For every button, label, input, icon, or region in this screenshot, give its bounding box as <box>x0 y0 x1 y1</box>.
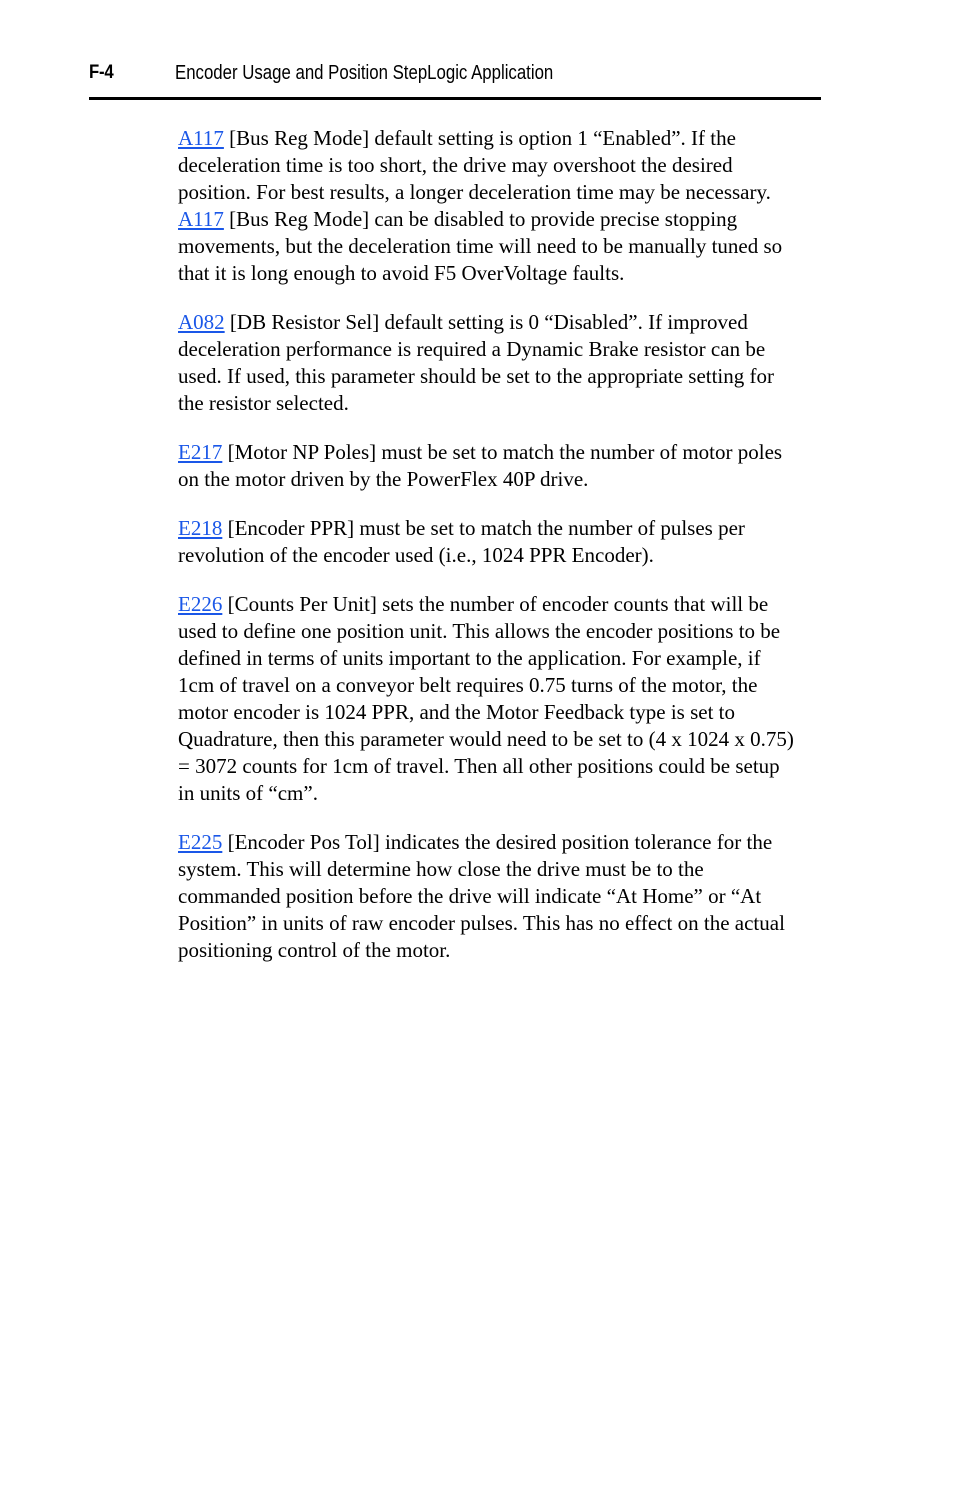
line-text: [Motor NP Poles] must be set to match the number of motor poles <box>222 440 783 464</box>
line-text: = 3072 counts for 1cm of travel. Then all other positions could be setup <box>178 754 780 778</box>
line-text: the resistor selected. <box>178 391 349 415</box>
line-text: position. For best results, a longer deceleration time may be necessary. <box>178 180 771 204</box>
parameter-paragraph <box>178 591 822 807</box>
line-text: [Bus Reg Mode] default setting is option 1 “Enabled”. If the <box>223 126 736 150</box>
text-line <box>178 699 822 726</box>
text-line <box>178 753 822 780</box>
text-line <box>178 260 822 287</box>
text-line <box>178 439 822 466</box>
text-line <box>178 515 822 542</box>
line-text: in units of “cm”. <box>178 781 318 805</box>
line-text: system. This will determine how close the drive must be to the <box>178 857 704 881</box>
line-text: used to define one position unit. This allows the encoder positions to be <box>178 619 781 643</box>
text-line <box>178 206 822 233</box>
parameter-link[interactable]: A117 <box>178 126 224 150</box>
text-line <box>178 726 822 753</box>
line-text: motor encoder is 1024 PPR, and the Motor Feedback type is set to <box>178 700 736 724</box>
line-text: that it is long enough to avoid F5 OverVoltage faults. <box>178 261 625 285</box>
line-text: 1cm of travel on a conveyor belt requires 0.75 turns of the motor, the <box>178 673 758 697</box>
parameter-paragraph <box>178 829 822 964</box>
line-text: [Counts Per Unit] sets the number of encoder counts that will be <box>222 592 769 616</box>
line-text: revolution of the encoder used (i.e., 1024 PPR Encoder). <box>178 543 654 567</box>
page-number: F-4 <box>89 62 114 83</box>
line-text: commanded position before the drive will indicate “At Home” or “At <box>178 884 762 908</box>
line-text: [Encoder Pos Tol] indicates the desired position tolerance for the <box>222 830 773 854</box>
text-line <box>178 645 822 672</box>
line-text: [Encoder PPR] must be set to match the number of pulses per <box>222 516 745 540</box>
text-line <box>178 125 822 152</box>
line-text: deceleration performance is required a Dynamic Brake resistor can be <box>178 337 766 361</box>
text-line <box>178 618 822 645</box>
text-line <box>178 466 822 493</box>
text-line <box>178 363 822 390</box>
parameter-link[interactable]: A117 <box>178 207 224 231</box>
text-line <box>178 856 822 883</box>
line-text: on the motor driven by the PowerFlex 40P drive. <box>178 467 589 491</box>
text-line <box>178 910 822 937</box>
parameter-paragraph <box>178 309 822 417</box>
line-text: deceleration time is too short, the drive may overshoot the desired <box>178 153 733 177</box>
text-line <box>178 780 822 807</box>
text-line <box>178 542 822 569</box>
text-line <box>178 591 822 618</box>
line-text: Quadrature, then this parameter would need to be set to (4 x 1024 x 0.75) <box>178 727 794 751</box>
line-text: movements, but the deceleration time will need to be manually tuned so <box>178 234 783 258</box>
line-text: positioning control of the motor. <box>178 938 451 962</box>
parameter-paragraph <box>178 515 822 569</box>
parameter-paragraph <box>178 439 822 493</box>
text-line <box>178 390 822 417</box>
parameter-paragraph <box>178 125 822 287</box>
parameter-link[interactable]: A082 <box>178 310 225 334</box>
text-line <box>178 179 822 206</box>
text-line <box>178 672 822 699</box>
running-title: Encoder Usage and Position StepLogic Application <box>175 62 554 84</box>
parameter-link[interactable]: E218 <box>178 516 223 540</box>
text-line <box>178 937 822 964</box>
line-text: used. If used, this parameter should be set to the appropriate setting for <box>178 364 774 388</box>
parameter-link[interactable]: E226 <box>178 592 223 616</box>
line-text: [Bus Reg Mode] can be disabled to provide precise stopping <box>223 207 738 231</box>
parameter-link[interactable]: E225 <box>178 830 223 854</box>
text-line <box>178 152 822 179</box>
text-line <box>178 336 822 363</box>
text-line <box>178 309 822 336</box>
text-line <box>178 829 822 856</box>
text-line <box>178 233 822 260</box>
line-text: defined in terms of units important to the application. For example, if <box>178 646 761 670</box>
line-text: [DB Resistor Sel] default setting is 0 “Disabled”. If improved <box>224 310 748 334</box>
parameter-link[interactable]: E217 <box>178 440 223 464</box>
text-line <box>178 883 822 910</box>
body-text <box>178 125 822 986</box>
line-text: Position” in units of raw encoder pulses. This has no effect on the actual <box>178 911 785 935</box>
page-header <box>89 60 821 100</box>
